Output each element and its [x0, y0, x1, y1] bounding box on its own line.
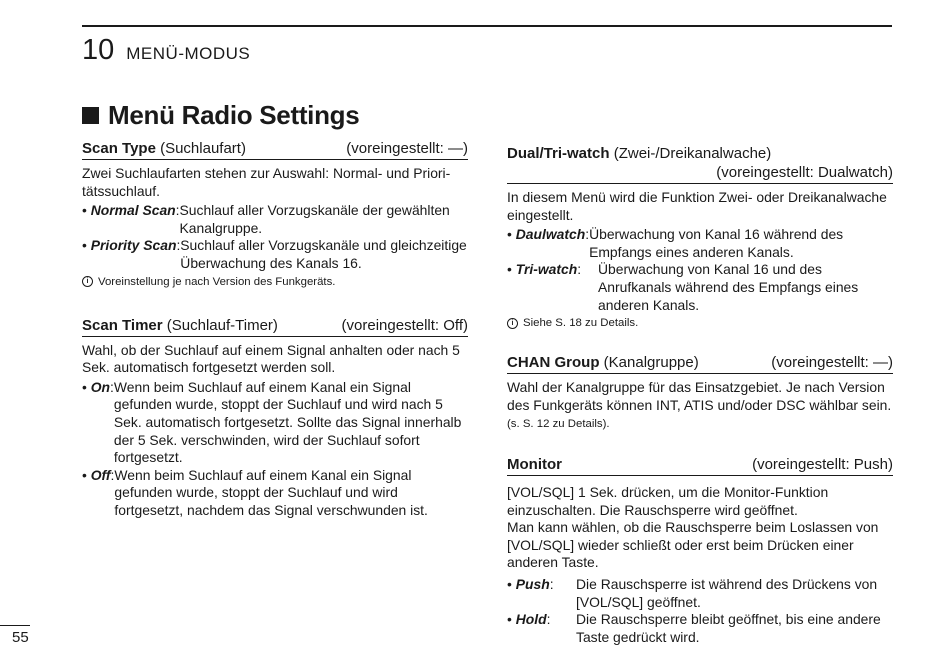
list-item: • On: Wenn beim Suchlauf auf einem Kanal ein Signal gefunden wurde, stoppt der Suchlauf und wird nach 5 Sek. automatisch fortgesetzt. Sollte das Signal innerhalb der 5 Sek. verschwinden, wird der Suchlauf sofort fortgesetzt.	[82, 379, 468, 467]
section-body: [VOL/SQL] 1 Sek. drücken, um die Monitor-Funktion einzuschalten. Die Rauschsperre wird geöffnet.	[507, 483, 829, 518]
section-dual-tri-watch	[507, 144, 893, 331]
default-value: (voreingestellt: —)	[346, 140, 468, 157]
left-column	[82, 139, 468, 520]
section-body: Wahl, ob der Suchlauf auf einem Signal anhalten oder nach 5 Sek. automatisch fortgesetzt werden soll.	[82, 341, 460, 376]
option-term: Priority Scan	[90, 237, 177, 254]
list-item: • Off: Wenn beim Suchlauf auf einem Kanal ein Signal gefunden wurde, stoppt der Suchlauf und wird fortgesetzt, nachdem das Signal verschwunden ist.	[82, 467, 468, 520]
section-header	[82, 139, 468, 160]
note	[507, 315, 893, 331]
list-item: • Hold: Die Rauschsperre bleibt geöffnet, bis eine andere Taste gedrückt wird.	[507, 611, 893, 646]
option-term: Off	[90, 466, 111, 483]
section-monitor	[507, 455, 893, 646]
section-body: Wahl der Kanalgruppe für das Einsatzgebiet. Je nach Version des Funkgeräts können INT, ATIS und/oder DSC wählbar sein. (s. S. 12 zu Details).	[507, 379, 892, 431]
option-desc: Suchlauf aller Vorzugskanäle der gewählten Kanalgruppe.	[179, 202, 450, 236]
section-title: Scan Timer	[82, 316, 163, 334]
right-column	[507, 144, 893, 646]
black-square-icon	[82, 107, 99, 124]
section-subtitle: (Kanalgruppe)	[603, 354, 699, 372]
option-list	[82, 202, 468, 272]
option-list	[82, 379, 468, 520]
info-icon: i	[507, 318, 518, 329]
section-scan-timer	[82, 316, 468, 520]
note-text: Voreinstellung je nach Version des Funkgeräts.	[98, 275, 336, 288]
page-number-rule	[0, 625, 30, 626]
section-subtitle: (Zwei-/Dreikanalwache)	[613, 145, 772, 162]
default-value: (voreingestellt: —)	[771, 354, 893, 372]
section-header	[507, 144, 893, 184]
chapter-title: MENÜ-MODUS	[126, 44, 251, 63]
section-header	[507, 455, 893, 476]
option-term: Push	[515, 575, 550, 592]
section-scan-type	[82, 139, 468, 290]
page-title-text: Menü Radio Settings	[108, 100, 360, 130]
chapter-header	[82, 34, 250, 66]
top-rule	[82, 25, 892, 27]
option-list	[507, 226, 893, 314]
list-item: • Daulwatch: Überwachung von Kanal 16 während des Empfangs eines anderen Kanals.	[507, 226, 893, 261]
option-desc: Überwachung von Kanal 16 während des Empfangs eines anderen Kanals.	[589, 226, 844, 260]
section-header	[82, 316, 468, 337]
default-value: (voreingestellt: Push)	[752, 455, 893, 473]
option-desc: Suchlauf aller Vorzugskanäle und gleichzeitige Überwachung des Kanals 16.	[180, 237, 467, 271]
default-value: (voreingestellt: Off)	[341, 316, 468, 334]
section-subtitle: (Suchlaufart)	[160, 140, 246, 157]
list-item: • Push: Die Rauschsperre ist während des Drückens von [VOL/SQL] geöffnet.	[507, 576, 893, 611]
option-desc: Wenn beim Suchlauf auf einem Kanal ein Signal gefunden wurde, stoppt der Suchlauf und wird nach 5 Sek. automatisch fortgesetzt. Sollte das Signal innerhalb der 5 Sek. verschwinden, wird der Suchlauf sofort fortgesetzt.	[113, 378, 462, 466]
option-term: Daulwatch	[515, 226, 586, 243]
option-desc: Überwachung von Kanal 16 und des Anrufkanals während des Empfangs eines anderen Kanals.	[598, 261, 859, 313]
option-desc: Die Rauschsperre bleibt geöffnet, bis eine andere Taste gedrückt wird.	[576, 611, 881, 645]
default-value: (voreingestellt: Dualwatch)	[716, 164, 893, 181]
section-title: Dual/Tri-watch	[507, 145, 610, 162]
note-text: Siehe S. 18 zu Details.	[523, 317, 639, 330]
section-body: Zwei Suchlaufarten stehen zur Auswahl: Normal- und Prioritätssuchlauf.	[82, 165, 451, 199]
section-title: CHAN Group	[507, 354, 600, 372]
list-item: • Priority Scan: Suchlauf aller Vorzugskanäle und gleichzeitige Überwachung des Kanals 16.	[82, 237, 467, 271]
note	[82, 274, 468, 290]
info-icon: i	[82, 276, 93, 287]
option-list	[507, 576, 893, 646]
list-item: • Tri-watch: Überwachung von Kanal 16 und des Anrufkanals während des Empfangs eines anderen Kanals.	[507, 261, 893, 314]
section-header	[507, 353, 893, 374]
option-term: Tri-watch	[515, 261, 578, 278]
list-item: • Normal Scan: Suchlauf aller Vorzugskanäle der gewählten Kanalgruppe.	[82, 202, 468, 237]
option-desc: Die Rauschsperre ist während des Drückens von [VOL/SQL] geöffnet.	[576, 575, 878, 610]
page-title	[82, 100, 359, 131]
page-number: 55	[12, 629, 29, 646]
section-title: Monitor	[507, 455, 562, 473]
section-chan-group	[507, 353, 893, 434]
section-title: Scan Type	[82, 140, 156, 157]
option-term: Hold	[515, 611, 547, 628]
section-subtitle: (Suchlauf-Timer)	[166, 316, 278, 334]
page-reference: (s. S. 12 zu Details).	[507, 418, 610, 431]
section-body: Man kann wählen, ob die Rauschsperre beim Loslassen von [VOL/SQL] wieder schließt oder erst beim Drücken einer anderen Taste.	[507, 519, 879, 571]
option-desc: Wenn beim Suchlauf auf einem Kanal ein Signal gefunden wurde, stoppt der Suchlauf und wird fortgesetzt, nachdem das Signal verschwunden ist.	[114, 466, 428, 518]
option-term: On	[90, 378, 111, 395]
chapter-number: 10	[82, 34, 115, 66]
section-body: In diesem Menü wird die Funktion Zwei- oder Dreikanalwache eingestellt.	[507, 189, 887, 223]
option-term: Normal Scan	[90, 202, 176, 219]
